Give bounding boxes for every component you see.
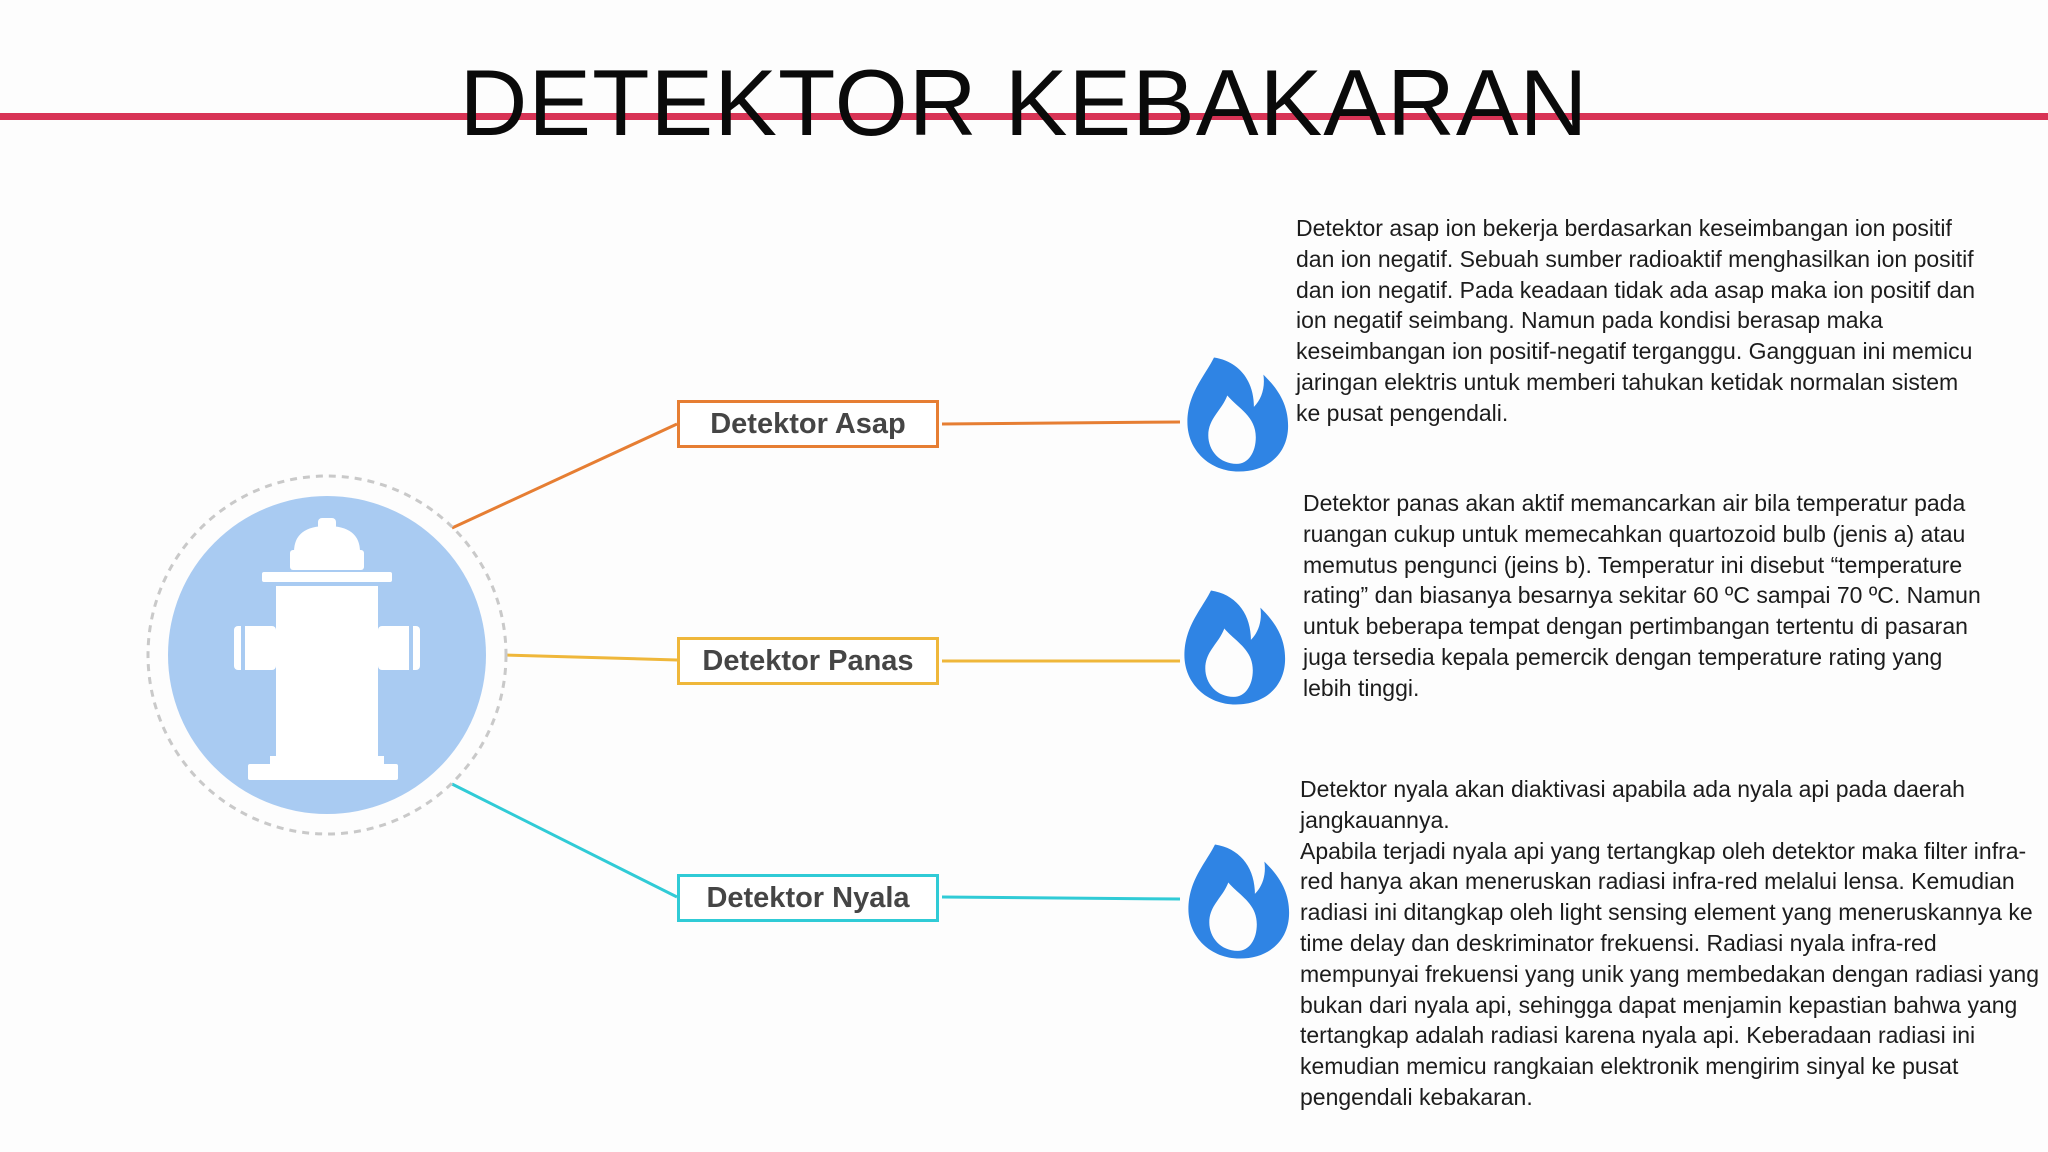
- detektor-asap-description: [1296, 213, 1986, 429]
- flame-icon-asap: [1187, 358, 1288, 472]
- flame-icon-nyala: [1188, 845, 1289, 959]
- connector-panas-left: [505, 655, 677, 660]
- detektor-panas-description: [1303, 488, 1989, 704]
- fire-hydrant-icon: [148, 476, 506, 834]
- detektor-panas-box: [677, 637, 939, 685]
- flame-icon-panas: [1184, 591, 1285, 705]
- detektor-asap-box: [677, 400, 939, 448]
- page-title: DETEKTOR KEBAKARAN: [459, 50, 1589, 155]
- connector-nyala-right: [942, 897, 1180, 899]
- description-text: Detektor panas akan aktif memancarkan air bila temperatur pada ruangan cukup untuk memecahkan quartozoid bulb (jenis a) atau memutus pengunci (jeins b). Temperatur ini disebut “temperature rating” dan biasanya besarnya sekitar 60 ºC sampai 70 ºC. Namun untuk beberapa tempat dengan pertimbangan tertentu di pasaran juga tersedia kepala pemercik dengan temperature rating yang lebih tinggi.: [1303, 490, 1981, 701]
- detektor-nyala-description: [1300, 774, 2040, 1113]
- connector-asap-right: [942, 422, 1180, 424]
- connector-asap-left: [452, 424, 677, 528]
- detektor-nyala-box: [677, 874, 939, 922]
- description-text: Detektor asap ion bekerja berdasarkan keseimbangan ion positif dan ion negatif. Sebuah sumber radioaktif menghasilkan ion positif dan ion negatif. Pada keadaan tidak ada asap maka ion positif dan ion negatif seimbang. Namun pada kondisi berasap maka keseimbangan ion positif-negatif terganggu. Gangguan ini memicu jaringan elektris untuk memberi tahukan ketidak normalan sistem ke pusat pengendali.: [1296, 215, 1975, 426]
- description-intro-text: Detektor nyala akan diaktivasi apabila ada nyala api pada daerah jangkauannya.: [1300, 776, 1965, 833]
- detektor-asap-label: Detektor Asap: [710, 407, 906, 440]
- detektor-nyala-label: Detektor Nyala: [706, 881, 910, 914]
- detektor-panas-label: Detektor Panas: [702, 644, 914, 677]
- connector-nyala-left: [452, 784, 677, 897]
- description-text: Apabila terjadi nyala api yang tertangkap oleh detektor maka filter infra-red hanya akan meneruskan radiasi infra-red melalui lensa. Kemudian radiasi ini ditangkap oleh light sensing element yang meneruskannya ke time delay dan deskriminator frekuensi. Radiasi nyala infra-red mempunyai frekuensi yang unik yang membedakan dengan radiasi yang bukan dari nyala api, sehingga dapat menjamin kepastian bahwa yang tertangkap adalah radiasi karena nyala api. Keberadaan radiasi ini kemudian memicu rangkaian elektronik mengirim sinyal ke pusat pengendali kebakaran.: [1300, 837, 2040, 1110]
